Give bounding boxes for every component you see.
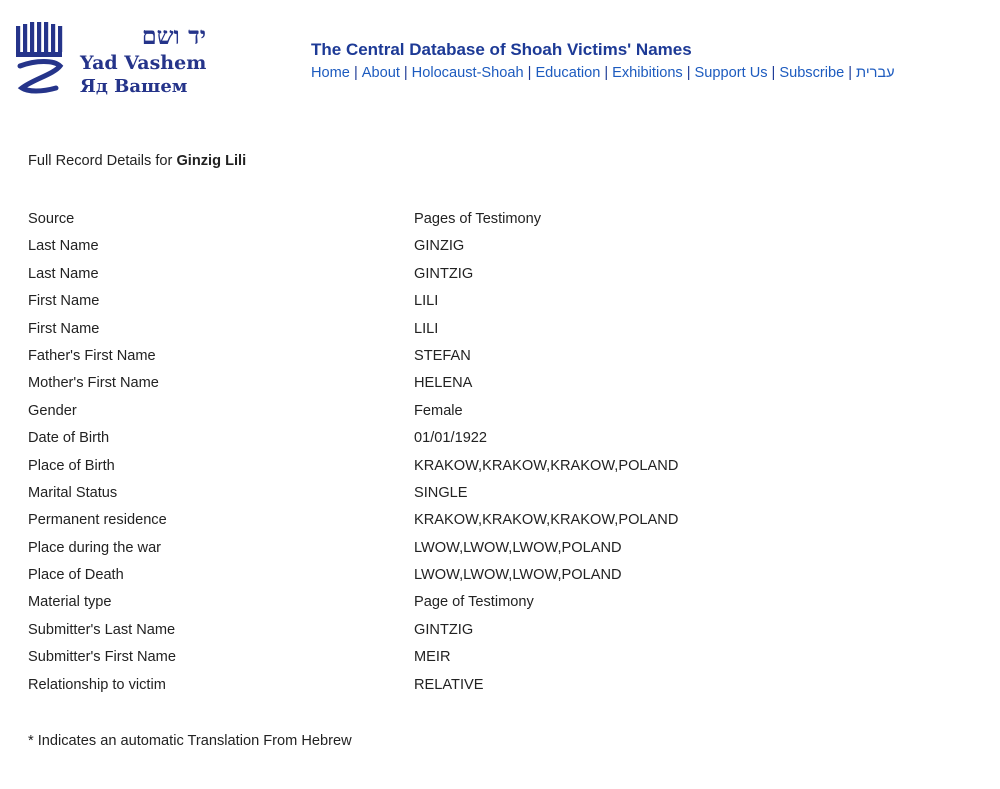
record-row-first-name [28, 316, 788, 343]
record-row-relationship-to-victim [28, 672, 788, 699]
record-row-submitters-first-name [28, 644, 788, 671]
record-label: Place of Death [28, 567, 124, 584]
nav-separator: | [848, 65, 853, 81]
record-label: Place of Birth [28, 457, 115, 474]
record-label: Last Name [28, 238, 99, 255]
record-label: Permanent residence [28, 512, 167, 529]
record-row-source [28, 206, 788, 233]
record-value: KRAKOW,KRAKOW,KRAKOW,POLAND [414, 457, 679, 474]
nav-separator: | [403, 65, 408, 81]
nav-separator: | [604, 65, 609, 81]
top-navigation [311, 65, 895, 81]
record-row-submitters-last-name [28, 617, 788, 644]
record-row-place-of-death [28, 562, 788, 589]
record-value: SINGLE [414, 484, 468, 501]
record-label: Gender [28, 402, 77, 419]
record-value: Female [414, 402, 463, 419]
record-value: LILI [414, 293, 439, 310]
record-details-table [28, 206, 788, 699]
record-row-place-of-birth [28, 453, 788, 480]
menorah-logo-icon [14, 22, 76, 98]
record-value: LILI [414, 320, 439, 337]
translation-footnote: * Indicates an automatic Translation From Hebrew [28, 733, 352, 749]
record-value: MEIR [414, 649, 451, 666]
record-value: RELATIVE [414, 676, 484, 693]
record-value: Page of Testimony [414, 594, 534, 611]
record-label: Material type [28, 594, 112, 611]
record-label: Place during the war [28, 539, 162, 556]
yad-vashem-logo[interactable] [14, 22, 214, 102]
record-value: LWOW,LWOW,LWOW,POLAND [414, 539, 622, 556]
nav-support-us-link[interactable]: Support Us [694, 65, 768, 81]
nav-separator: | [686, 65, 691, 81]
record-heading-name: Ginzig Lili [176, 153, 247, 169]
record-value: GINTZIG [414, 621, 474, 638]
record-row-place-during-war [28, 535, 788, 562]
record-row-date-of-birth [28, 425, 788, 452]
site-title: The Central Database of Shoah Victims' Names [311, 40, 692, 59]
nav-separator: | [771, 65, 776, 81]
record-heading [28, 153, 246, 169]
record-heading-prefix: Full Record Details for [28, 153, 173, 169]
nav-home-link[interactable]: Home [311, 65, 350, 81]
record-row-last-name [28, 233, 788, 260]
record-row-fathers-first-name [28, 343, 788, 370]
nav-education-link[interactable]: Education [535, 65, 601, 81]
nav-separator: | [527, 65, 532, 81]
record-value: GINZIG [414, 238, 465, 255]
logo-english-text: Yad Vashem [80, 52, 207, 74]
record-label: Father's First Name [28, 347, 156, 364]
nav-subscribe-link[interactable]: Subscribe [779, 65, 845, 81]
record-value: KRAKOW,KRAKOW,KRAKOW,POLAND [414, 512, 679, 529]
record-row-last-name [28, 261, 788, 288]
record-row-mothers-first-name [28, 370, 788, 397]
record-value: GINTZIG [414, 265, 474, 282]
record-row-marital-status [28, 480, 788, 507]
record-row-gender [28, 398, 788, 425]
record-value: Pages of Testimony [414, 211, 542, 227]
record-label: Mother's First Name [28, 375, 159, 392]
record-value: STEFAN [414, 347, 471, 364]
record-row-material-type [28, 589, 788, 616]
record-label: Submitter's First Name [28, 649, 176, 666]
nav-separator: | [353, 65, 358, 81]
record-value: 01/01/1922 [414, 430, 488, 447]
record-label: First Name [28, 293, 100, 310]
record-row-permanent-residence [28, 507, 788, 534]
nav-holocaust-shoah-link[interactable]: Holocaust-Shoah [411, 65, 524, 81]
record-row-first-name [28, 288, 788, 315]
nav-about-link[interactable]: About [361, 65, 400, 81]
logo-russian-text: Яд Вашем [80, 76, 188, 97]
record-label: Marital Status [28, 484, 118, 501]
logo-hebrew-text: יד ושם [141, 21, 206, 50]
record-label: Source [28, 211, 75, 227]
nav-exhibitions-link[interactable]: Exhibitions [612, 65, 683, 81]
record-value: HELENA [414, 375, 473, 392]
record-value: LWOW,LWOW,LWOW,POLAND [414, 567, 622, 584]
record-label: First Name [28, 320, 100, 337]
nav-hebrew-link[interactable]: עברית [856, 65, 895, 81]
record-label: Last Name [28, 265, 99, 282]
record-label: Submitter's Last Name [28, 621, 176, 638]
record-label: Relationship to victim [28, 676, 166, 693]
record-label: Date of Birth [28, 430, 110, 447]
